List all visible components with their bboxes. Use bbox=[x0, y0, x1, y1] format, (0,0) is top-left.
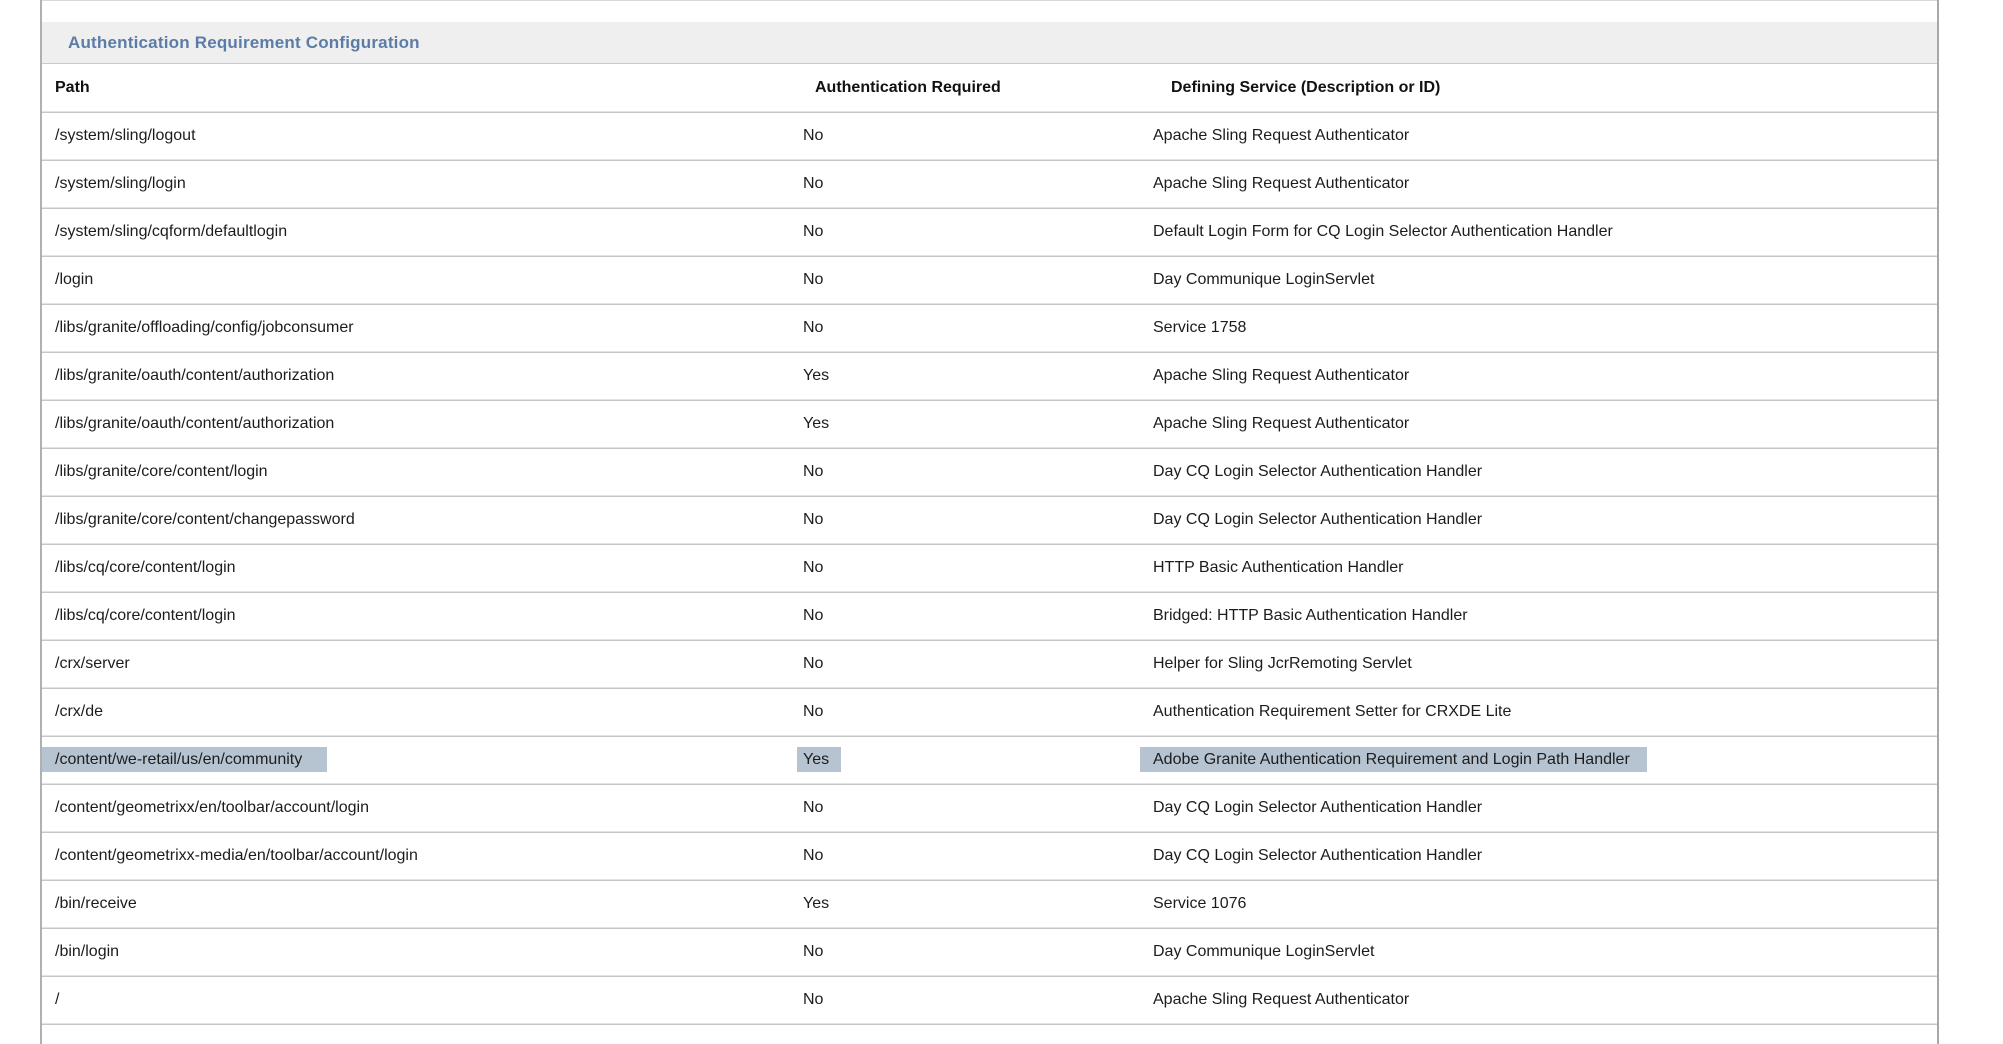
path-value: /system/sling/logout bbox=[55, 127, 196, 144]
path-cell bbox=[42, 832, 790, 880]
table-row bbox=[42, 688, 1937, 736]
table-row bbox=[42, 544, 1937, 592]
auth-required-cell bbox=[790, 880, 1140, 928]
auth-required-cell bbox=[790, 736, 1140, 784]
auth-required-value: No bbox=[803, 319, 824, 336]
defining-service-value: Apache Sling Request Authenticator bbox=[1153, 367, 1410, 384]
table-row bbox=[42, 736, 1937, 784]
defining-service-value: Adobe Granite Authentication Requirement and Login Path Handler bbox=[1140, 747, 1647, 772]
defining-service-value: Day Communique LoginServlet bbox=[1153, 943, 1375, 960]
partial-bottom-cell bbox=[42, 1024, 1937, 1042]
path-value: /libs/granite/core/content/changepassword bbox=[55, 511, 355, 528]
table-row bbox=[42, 976, 1937, 1024]
auth-required-cell bbox=[790, 352, 1140, 400]
auth-required-value: No bbox=[803, 847, 824, 864]
path-cell bbox=[42, 880, 790, 928]
auth-required-value: No bbox=[803, 655, 824, 672]
table-row bbox=[42, 256, 1937, 304]
path-value: /crx/de bbox=[55, 703, 104, 720]
path-value: /content/geometrixx/en/toolbar/account/login bbox=[55, 799, 369, 816]
path-value: /libs/granite/core/content/login bbox=[55, 463, 268, 480]
auth-required-cell bbox=[790, 208, 1140, 256]
path-value: /system/sling/login bbox=[55, 175, 186, 192]
auth-required-cell bbox=[790, 640, 1140, 688]
auth-required-cell bbox=[790, 976, 1140, 1024]
defining-service-value: Apache Sling Request Authenticator bbox=[1153, 991, 1410, 1008]
table-row bbox=[42, 880, 1937, 928]
defining-service-value: Service 1758 bbox=[1153, 319, 1247, 336]
path-cell bbox=[42, 112, 790, 160]
auth-required-cell bbox=[790, 400, 1140, 448]
defining-service-cell bbox=[1140, 256, 1937, 304]
defining-service-cell bbox=[1140, 832, 1937, 880]
auth-required-value: No bbox=[803, 607, 824, 624]
table-header-row bbox=[42, 64, 1937, 112]
path-cell bbox=[42, 304, 790, 352]
auth-required-cell bbox=[790, 544, 1140, 592]
auth-required-value: Yes bbox=[803, 367, 830, 384]
table-row bbox=[42, 592, 1937, 640]
defining-service-cell bbox=[1140, 352, 1937, 400]
table-row bbox=[42, 400, 1937, 448]
path-value: /libs/cq/core/content/login bbox=[55, 607, 236, 624]
path-value: /content/we-retail/us/en/community bbox=[42, 747, 327, 772]
auth-requirements-table bbox=[42, 64, 1937, 1042]
defining-service-value: Authentication Requirement Setter for CRXDE Lite bbox=[1153, 703, 1512, 720]
path-cell bbox=[42, 640, 790, 688]
defining-service-value: Service 1076 bbox=[1153, 895, 1247, 912]
path-cell bbox=[42, 592, 790, 640]
auth-required-value: No bbox=[803, 559, 824, 576]
defining-service-value: Day CQ Login Selector Authentication Handler bbox=[1153, 847, 1483, 864]
table-row bbox=[42, 160, 1937, 208]
auth-required-cell bbox=[790, 592, 1140, 640]
path-value: /libs/cq/core/content/login bbox=[55, 559, 236, 576]
path-cell bbox=[42, 208, 790, 256]
table-row bbox=[42, 112, 1937, 160]
defining-service-cell bbox=[1140, 640, 1937, 688]
defining-service-cell bbox=[1140, 976, 1937, 1024]
path-cell bbox=[42, 160, 790, 208]
auth-required-value: Yes bbox=[803, 895, 830, 912]
column-header-authentication-required: Authentication Required bbox=[790, 64, 1140, 112]
table-row bbox=[42, 928, 1937, 976]
table-row bbox=[42, 832, 1937, 880]
defining-service-cell bbox=[1140, 544, 1937, 592]
defining-service-value: Day CQ Login Selector Authentication Handler bbox=[1153, 799, 1483, 816]
defining-service-value: Day CQ Login Selector Authentication Handler bbox=[1153, 511, 1483, 528]
table-row bbox=[42, 496, 1937, 544]
path-cell bbox=[42, 256, 790, 304]
defining-service-cell bbox=[1140, 496, 1937, 544]
defining-service-cell bbox=[1140, 880, 1937, 928]
defining-service-cell bbox=[1140, 448, 1937, 496]
defining-service-value: Day CQ Login Selector Authentication Handler bbox=[1153, 463, 1483, 480]
defining-service-value: Apache Sling Request Authenticator bbox=[1153, 415, 1410, 432]
table-row bbox=[42, 784, 1937, 832]
path-value: /libs/granite/offloading/config/jobconsumer bbox=[55, 319, 354, 336]
path-cell bbox=[42, 496, 790, 544]
auth-required-cell bbox=[790, 448, 1140, 496]
table-row bbox=[42, 304, 1937, 352]
auth-required-cell bbox=[790, 688, 1140, 736]
defining-service-value: Helper for Sling JcrRemoting Servlet bbox=[1153, 655, 1412, 672]
auth-required-cell bbox=[790, 928, 1140, 976]
auth-required-value: No bbox=[803, 943, 824, 960]
defining-service-value: HTTP Basic Authentication Handler bbox=[1153, 559, 1404, 576]
table-row bbox=[42, 208, 1937, 256]
auth-required-value: No bbox=[803, 799, 824, 816]
table-row bbox=[42, 448, 1937, 496]
auth-required-value: No bbox=[803, 175, 824, 192]
partial-bottom-row bbox=[42, 1024, 1937, 1042]
table-row bbox=[42, 352, 1937, 400]
defining-service-value: Apache Sling Request Authenticator bbox=[1153, 175, 1410, 192]
auth-required-value: Yes bbox=[803, 415, 830, 432]
auth-required-value: No bbox=[803, 223, 824, 240]
path-cell bbox=[42, 736, 790, 784]
path-cell bbox=[42, 400, 790, 448]
auth-required-cell bbox=[790, 784, 1140, 832]
path-value: /bin/login bbox=[55, 943, 120, 960]
path-cell bbox=[42, 976, 790, 1024]
auth-required-value: No bbox=[803, 703, 824, 720]
defining-service-value: Bridged: HTTP Basic Authentication Handler bbox=[1153, 607, 1468, 624]
path-value: / bbox=[55, 991, 60, 1008]
auth-required-cell bbox=[790, 112, 1140, 160]
auth-required-value: No bbox=[803, 463, 824, 480]
path-cell bbox=[42, 688, 790, 736]
column-header-path: Path bbox=[42, 64, 790, 112]
auth-required-value: Yes bbox=[797, 747, 841, 772]
defining-service-cell bbox=[1140, 592, 1937, 640]
defining-service-value: Day Communique LoginServlet bbox=[1153, 271, 1375, 288]
path-value: /bin/receive bbox=[55, 895, 137, 912]
path-cell bbox=[42, 544, 790, 592]
path-cell bbox=[42, 448, 790, 496]
path-value: /libs/granite/oauth/content/authorization bbox=[55, 415, 335, 432]
defining-service-cell bbox=[1140, 304, 1937, 352]
table-row bbox=[42, 640, 1937, 688]
path-value: /system/sling/cqform/defaultlogin bbox=[55, 223, 288, 240]
column-header-defining-service: Defining Service (Description or ID) bbox=[1140, 64, 1937, 112]
defining-service-cell bbox=[1140, 784, 1937, 832]
path-value: /crx/server bbox=[55, 655, 130, 672]
defining-service-value: Default Login Form for CQ Login Selector Authentication Handler bbox=[1153, 223, 1613, 240]
auth-required-value: No bbox=[803, 271, 824, 288]
defining-service-cell bbox=[1140, 400, 1937, 448]
auth-required-cell bbox=[790, 160, 1140, 208]
path-value: /login bbox=[55, 271, 94, 288]
pre-title-spacer bbox=[42, 1, 1937, 22]
path-value: /libs/granite/oauth/content/authorization bbox=[55, 367, 335, 384]
auth-required-cell bbox=[790, 832, 1140, 880]
path-cell bbox=[42, 784, 790, 832]
path-value: /content/geometrixx-media/en/toolbar/account/login bbox=[55, 847, 418, 864]
path-cell bbox=[42, 352, 790, 400]
defining-service-cell bbox=[1140, 112, 1937, 160]
defining-service-value: Apache Sling Request Authenticator bbox=[1153, 127, 1410, 144]
panel-title: Authentication Requirement Configuration bbox=[42, 22, 1937, 64]
config-panel bbox=[40, 0, 1939, 1044]
defining-service-cell bbox=[1140, 208, 1937, 256]
auth-required-value: No bbox=[803, 511, 824, 528]
auth-required-value: No bbox=[803, 991, 824, 1008]
defining-service-cell bbox=[1140, 160, 1937, 208]
auth-required-cell bbox=[790, 256, 1140, 304]
defining-service-cell bbox=[1140, 928, 1937, 976]
defining-service-cell bbox=[1140, 688, 1937, 736]
auth-required-cell bbox=[790, 304, 1140, 352]
auth-required-cell bbox=[790, 496, 1140, 544]
auth-required-value: No bbox=[803, 127, 824, 144]
defining-service-cell bbox=[1140, 736, 1937, 784]
path-cell bbox=[42, 928, 790, 976]
